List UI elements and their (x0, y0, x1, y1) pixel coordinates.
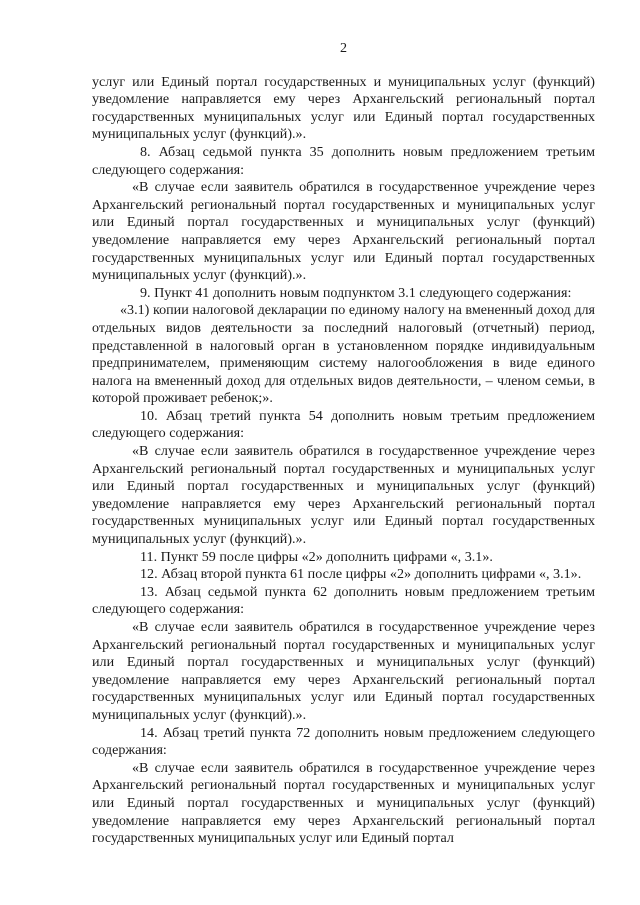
paragraph-item-8: 8. Абзац седьмой пункта 35 дополнить новым предложением третьим следующего содержания: (92, 143, 595, 178)
paragraph-item-11: 11. Пункт 59 после цифры «2» дополнить цифрами «, 3.1». (140, 548, 493, 565)
paragraph-item-14: 14. Абзац третий пункта 72 дополнить новым предложением следующего содержания: (92, 724, 595, 759)
paragraph-item-10-quote: «В случае если заявитель обратился в государственное учреждение через Архангельский региональный портал государственных и муниципальных услуг или Единый портал государственных и муниципальных услуг (функций) уведомление направляется ему через Архангельский региональный портал государственных муниципальных услуг или Единый портал государственных муниципальных услуг (функций).». (92, 443, 595, 548)
paragraph-item-13: 13. Абзац седьмой пункта 62 дополнить новым предложением третьим следующего содержания: (92, 583, 595, 618)
page-number: 2 (339, 40, 348, 56)
paragraph-item-9-quote: «3.1) копии налоговой декларации по единому налогу на вмененный доход для отдельных видов деятельности за последний налоговый (отчетный) период, представленной в налоговый орган в установленном порядке индивидуальным предпринимателем, применяющим систему налогообложения в виде единого налога на вмененный доход для отдельных видов деятельности, – членом семьи, в которой проживает ребенок;». (92, 302, 595, 407)
paragraph-item-12: 12. Абзац второй пункта 61 после цифры «2» дополнить цифрами «, 3.1». (140, 566, 582, 583)
paragraph-item-14-quote: «В случае если заявитель обратился в государственное учреждение через Архангельский региональный портал государственных и муниципальных услуг или Единый портал государственных и муниципальных услуг (функций) уведомление направляется ему через Архангельский региональный портал государственных муниципальных услуг или Единый портал (92, 759, 595, 847)
paragraph-item-9: 9. Пункт 41 дополнить новым подпунктом 3.1 следующего содержания: (140, 284, 572, 301)
paragraph-continuation: услуг или Единый портал государственных и муниципальных услуг (функций) уведомление направляется ему через Архангельский региональный портал государственных муниципальных услуг или Единый портал государственных муниципальных услуг (функций).». (92, 73, 595, 143)
paragraph-item-8-quote: «В случае если заявитель обратился в государственное учреждение через Архангельский региональный портал государственных и муниципальных услуг или Единый портал государственных и муниципальных услуг (функций) уведомление направляется ему через Архангельский региональный портал государственных муниципальных услуг или Единый портал государственных муниципальных услуг (функций).». (92, 179, 595, 284)
paragraph-item-13-quote: «В случае если заявитель обратился в государственное учреждение через Архангельский региональный портал государственных и муниципальных услуг или Единый портал государственных и муниципальных услуг (функций) уведомление направляется ему через Архангельский региональный портал государственных муниципальных услуг или Единый портал государственных муниципальных услуг (функций).». (92, 619, 595, 723)
paragraph-item-10: 10. Абзац третий пункта 54 дополнить новым третьим предложением следующего содержания: (92, 407, 595, 442)
